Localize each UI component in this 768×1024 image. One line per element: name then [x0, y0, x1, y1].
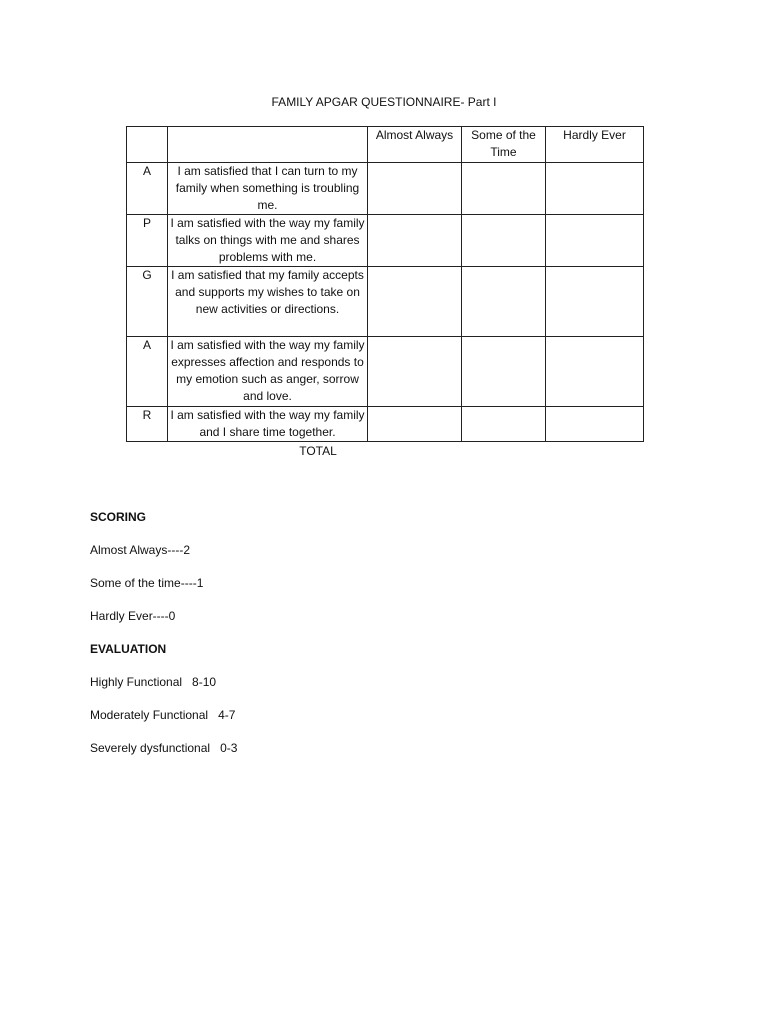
row-letter: P	[127, 215, 168, 267]
row-statement: I am satisfied with the way my family talks on things with me and shares problems with me.	[168, 215, 368, 267]
row-letter: G	[127, 267, 168, 337]
response-almost-always-cell[interactable]	[368, 215, 462, 267]
table-row	[127, 267, 644, 337]
row-letter: A	[127, 163, 168, 215]
total-label: TOTAL	[299, 444, 337, 458]
response-some-of-the-time-cell[interactable]	[462, 407, 546, 442]
row-statement: I am satisfied that my family accepts and supports my wishes to take on new activities or directions.	[168, 267, 368, 337]
scoring-item: Hardly Ever----0	[90, 609, 176, 623]
response-almost-always-cell[interactable]	[368, 163, 462, 215]
row-statement: I am satisfied that I can turn to my family when something is troubling me.	[168, 163, 368, 215]
response-some-of-the-time-cell[interactable]	[462, 337, 546, 407]
table-row	[127, 215, 644, 267]
response-some-of-the-time-cell[interactable]	[462, 163, 546, 215]
evaluation-item: Moderately Functional 4-7	[90, 708, 236, 722]
response-hardly-ever-cell[interactable]	[546, 163, 644, 215]
scoring-item: Some of the time----1	[90, 576, 204, 590]
response-almost-always-cell[interactable]	[368, 407, 462, 442]
response-hardly-ever-cell[interactable]	[546, 407, 644, 442]
evaluation-heading: EVALUATION	[90, 642, 167, 656]
table-header-row	[127, 127, 644, 163]
scoring-section	[90, 509, 237, 773]
evaluation-item: Highly Functional 8-10	[90, 675, 217, 689]
response-almost-always-cell[interactable]	[368, 267, 462, 337]
row-letter: R	[127, 407, 168, 442]
response-hardly-ever-cell[interactable]	[546, 267, 644, 337]
evaluation-item: Severely dysfunctional 0-3	[90, 741, 238, 755]
response-hardly-ever-cell[interactable]	[546, 215, 644, 267]
header-letter-cell	[127, 127, 168, 163]
table-row	[127, 163, 644, 215]
response-almost-always-cell[interactable]	[368, 337, 462, 407]
row-statement: I am satisfied with the way my family expresses affection and responds to my emotion such as anger, sorrow and love.	[168, 337, 368, 407]
table-row	[127, 337, 644, 407]
header-some-of-the-time: Some of the Time	[462, 127, 546, 163]
row-letter: A	[127, 337, 168, 407]
apgar-table	[126, 126, 644, 442]
response-some-of-the-time-cell[interactable]	[462, 215, 546, 267]
row-statement: I am satisfied with the way my family and I share time together.	[168, 407, 368, 442]
header-hardly-ever: Hardly Ever	[546, 127, 644, 163]
response-hardly-ever-cell[interactable]	[546, 337, 644, 407]
header-statement-cell	[168, 127, 368, 163]
scoring-item: Almost Always----2	[90, 543, 191, 557]
table-row	[127, 407, 644, 442]
header-almost-always: Almost Always	[368, 127, 462, 163]
page-title: FAMILY APGAR QUESTIONNAIRE- Part I	[271, 95, 497, 109]
response-some-of-the-time-cell[interactable]	[462, 267, 546, 337]
scoring-heading: SCORING	[90, 510, 147, 524]
